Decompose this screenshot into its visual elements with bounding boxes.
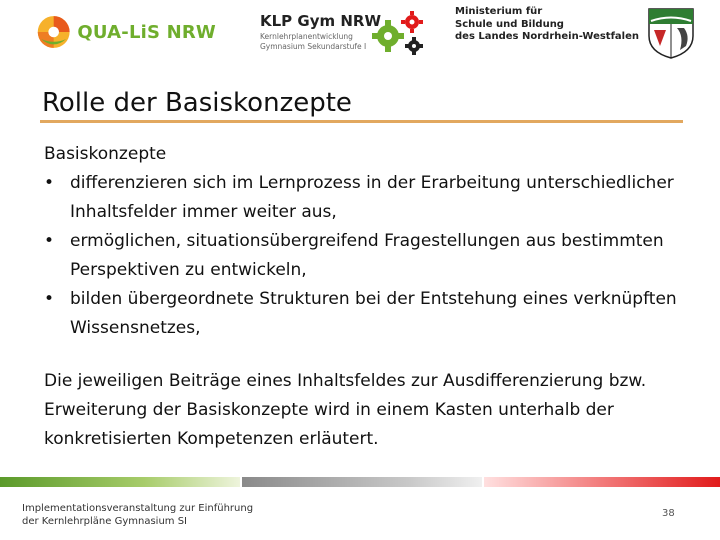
footer-bar-green bbox=[0, 477, 240, 487]
footer-line: der Kernlehrpläne Gymnasium SI bbox=[22, 516, 187, 527]
slide-body bbox=[44, 140, 694, 454]
bullet-item: • differenzieren sich im Lernprozess in der Erarbeitung unterschiedlicher Inhaltsfelder immer weiter aus, bbox=[44, 169, 694, 227]
bullet-list bbox=[44, 169, 694, 343]
title-underline bbox=[40, 120, 683, 123]
footer-bar-red bbox=[484, 477, 720, 487]
ministry-logo bbox=[455, 6, 640, 56]
body-heading: Basiskonzepte bbox=[44, 144, 167, 164]
klp-subtitle-line: Gymnasium Sekundarstufe I bbox=[260, 42, 367, 51]
body-paragraph: Die jeweiligen Beiträge eines Inhaltsfeldes zur Ausdifferenzierung bzw. Erweiterung der Basiskonzepte wird in einem Kasten unterhalb der konkretisierten Kompetenzen erläutert. bbox=[44, 371, 647, 449]
footer-text bbox=[22, 502, 253, 528]
klp-logo-subtitle bbox=[260, 32, 366, 52]
gears-icon bbox=[370, 10, 426, 58]
page-number: 38 bbox=[662, 508, 675, 519]
klp-logo bbox=[260, 10, 425, 60]
slide-title: Rolle der Basiskonzepte bbox=[42, 88, 352, 118]
ministry-line: des Landes Nordrhein-Westfalen bbox=[455, 31, 640, 42]
ministry-name bbox=[455, 6, 640, 44]
klp-logo-title: KLP Gym NRW bbox=[260, 12, 381, 30]
ministry-line: Ministerium für bbox=[455, 6, 543, 17]
qualis-logo bbox=[36, 10, 216, 54]
bullet-item: • bilden übergeordnete Strukturen bei der Entstehung eines verknüpften Wissensnetzes, bbox=[44, 285, 694, 343]
qualis-logo-text: QUA-LiS NRW bbox=[77, 21, 216, 43]
qualis-swirl-icon bbox=[36, 12, 71, 52]
footer-line: Implementationsveranstaltung zur Einführung bbox=[22, 503, 254, 514]
bullet-item: • ermöglichen, situationsübergreifend Fragestellungen aus bestimmten Perspektiven zu entwickeln, bbox=[44, 227, 694, 285]
ministry-line: Schule und Bildung bbox=[455, 18, 564, 30]
slide-header bbox=[0, 0, 720, 70]
nrw-coat-of-arms-icon bbox=[646, 6, 696, 60]
klp-subtitle-line: Kernlehrplanentwicklung bbox=[260, 32, 353, 41]
footer-bar-gray bbox=[242, 477, 482, 487]
